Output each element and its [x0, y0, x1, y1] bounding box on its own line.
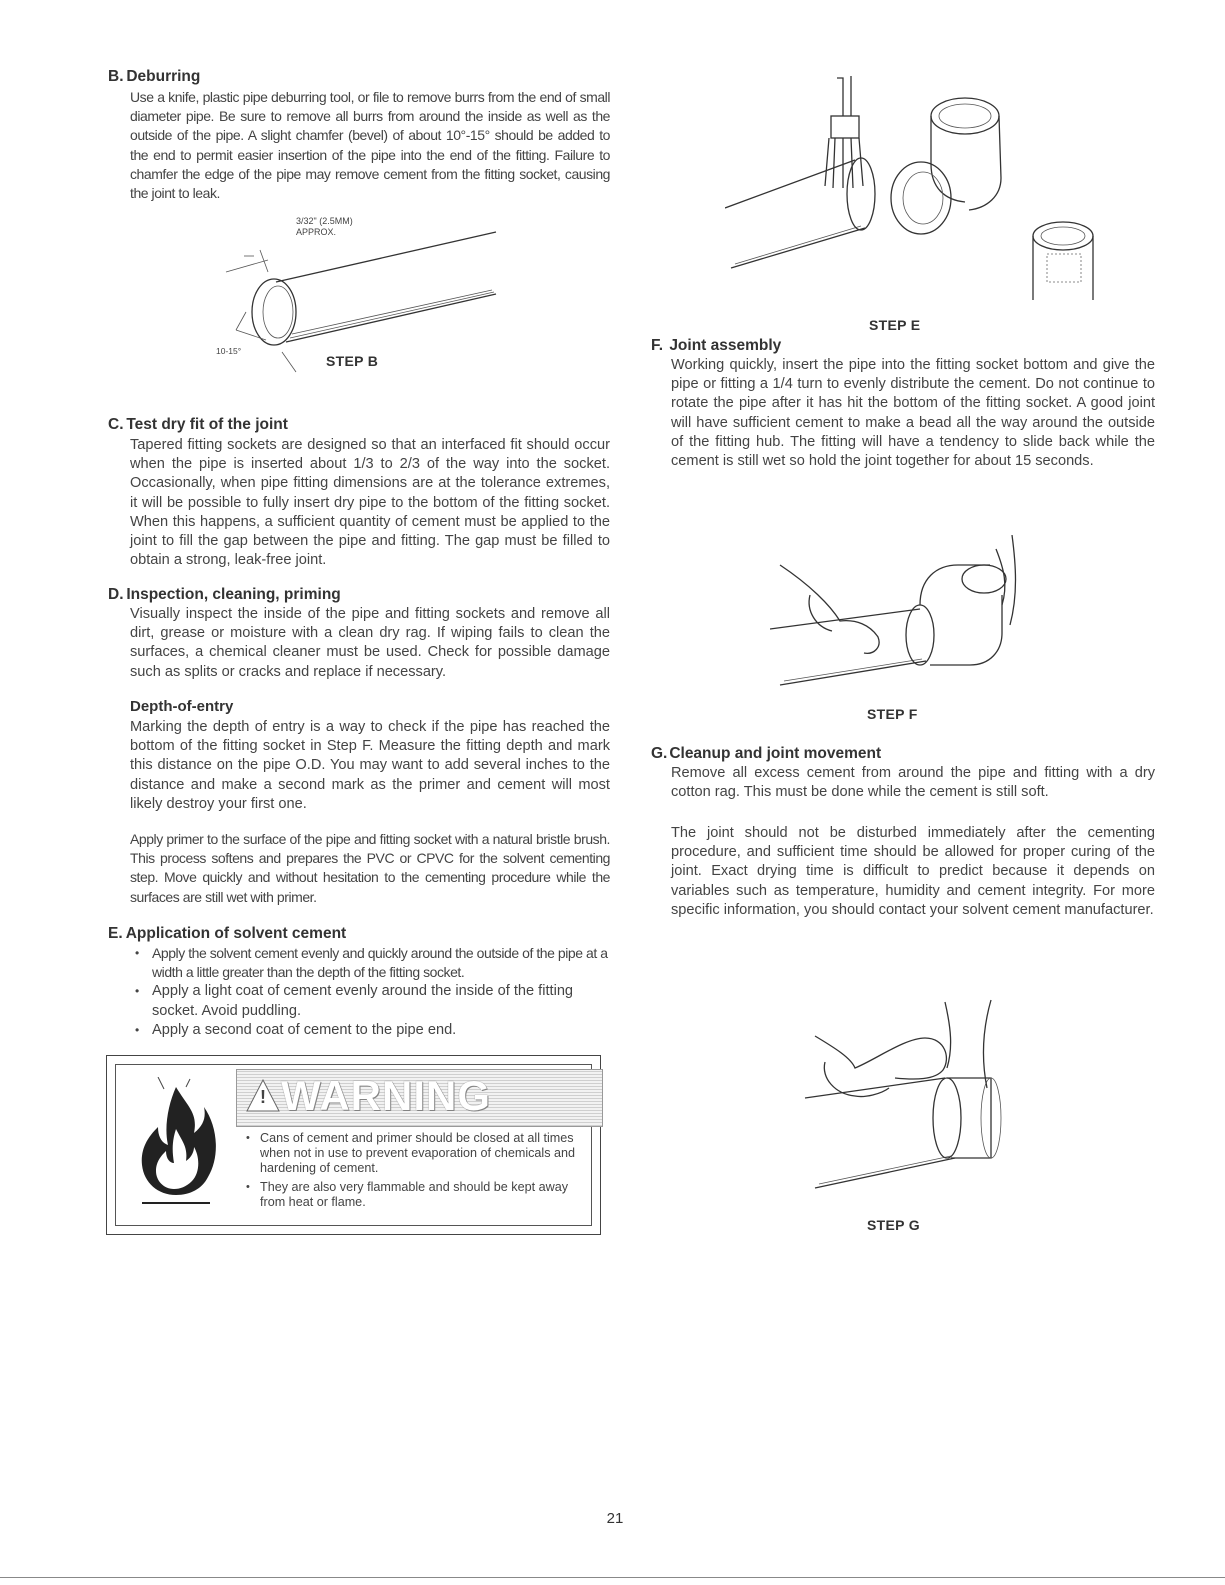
- page-bottom-rule: [0, 1577, 1225, 1578]
- step-b-angle-label: 10-15°: [216, 346, 242, 356]
- step-c-title: Test dry fit of the joint: [126, 416, 288, 433]
- step-f-heading: [651, 337, 781, 355]
- step-b-heading: [108, 68, 200, 86]
- warning-bullet: • Cans of cement and primer should be closed at all times when not in use to prevent evaporation of chemicals and hardening of cement.: [244, 1131, 596, 1176]
- step-f-body: Working quickly, insert the pipe into the fitting socket bottom and give the pipe or fitting a 1/4 turn to evenly distribute the cement. Do not continue to rotate the pipe after it has hit the bottom of the fitting socket. A good joint will have sufficient cement to make a bead all the way around the outside of the fitting hub. The fitting will have a tendency to slide back while the cement is still wet so hold the joint together for about 15 seconds.: [671, 357, 1155, 470]
- step-e-bullet: • Apply a second coat of cement to the pipe end.: [130, 1021, 610, 1040]
- step-d-letter: D.: [108, 586, 124, 603]
- step-e-letter: E.: [108, 925, 123, 942]
- cement-application-illustration: [725, 68, 1145, 308]
- step-g-heading: [651, 745, 881, 763]
- step-e-heading: [108, 925, 346, 943]
- step-g-figure: [795, 998, 1015, 1198]
- warning-list: [244, 1131, 596, 1214]
- step-c-letter: C.: [108, 416, 124, 433]
- step-c-heading: [108, 416, 288, 434]
- warning-bullet: • They are also very flammable and should be kept away from heat or flame.: [244, 1180, 596, 1210]
- step-b-size-label: 3/32" (2.5MM): [296, 216, 353, 226]
- step-b-title: Deburring: [126, 68, 201, 85]
- step-f-caption: STEP F: [867, 706, 918, 722]
- warning-inner-frame: [115, 1064, 592, 1226]
- primer-body: Apply primer to the surface of the pipe and fitting socket with a natural bristle brush. This process softens and prepares the PVC or CPVC for the solvent cementing step. Move quickly and without hesitation to the cementing procedure while the surfaces are still wet with primer.: [130, 831, 610, 905]
- flame-icon: [128, 1077, 224, 1217]
- warning-exclamation: !: [260, 1087, 266, 1107]
- page-number: 21: [606, 1510, 624, 1527]
- step-b-approx-label: APPROX.: [296, 227, 337, 237]
- step-g-letter: G.: [651, 745, 668, 762]
- step-f-letter: F.: [651, 337, 664, 354]
- step-e-bullet: • Apply a light coat of cement evenly around the inside of the fitting socket. Avoid puddling.: [130, 982, 610, 1020]
- step-e-title: Application of solvent cement: [125, 925, 347, 942]
- step-g-caption: STEP G: [867, 1217, 920, 1233]
- depth-of-entry-body: Marking the depth of entry is a way to check if the pipe has reached the bottom of the fitting socket in Step F. Measure the fitting depth and mark this distance on the pipe O.D. You may want to add several inches to the distance and make a second mark as the primer and cement will most likely destroy your first one.: [130, 719, 610, 812]
- step-g-title: Cleanup and joint movement: [669, 745, 882, 762]
- step-f-title: Joint assembly: [669, 337, 782, 354]
- step-c-body: Tapered fitting sockets are designed so that an interfaced fit should occur when the pipe is inserted about 1/3 to 2/3 of the way into the socket. Occasionally, when pipe fitting dimensions are at the tolerance extremes, it will be possible to fully insert dry pipe to the bottom of the fitting socket. When this happens, a sufficient quantity of cement must be applied to the joint to fill the gap between the pipe and fitting. The gap must be filled to obtain a strong, leak-free joint.: [130, 437, 610, 569]
- step-e-bullet: • Apply the solvent cement evenly and quickly around the outside of the pipe at a width a little greater than the depth of the fitting socket.: [130, 944, 610, 982]
- warning-banner: [236, 1069, 603, 1127]
- step-d-body: Visually inspect the inside of the pipe and fitting sockets and remove all dirt, grease or moisture with a clean dry rag. If wiping fails to clean the surfaces, a chemical cleaner must be used. Check for possible damage such as splits or cracks and replace if necessary.: [130, 606, 610, 680]
- warning-title: WARNING: [281, 1072, 491, 1119]
- depth-of-entry-heading: Depth-of-entry: [130, 698, 234, 715]
- curing-body: The joint should not be disturbed immediately after the cementing procedure, and sufficient time should be allowed for proper curing of the joint. Exact drying time is difficult to predict because it depends on variables such as temperature, humidity and cement integrity. For more specific information, you should contact your solvent cement manufacturer.: [671, 825, 1155, 918]
- joint-assembly-illustration: [770, 535, 1025, 695]
- step-d-title: Inspection, cleaning, priming: [126, 586, 341, 603]
- step-f-figure: [770, 535, 1025, 695]
- step-b-body: Use a knife, plastic pipe deburring tool, or file to remove burrs from the end of small diameter pipe. Be sure to remove all burrs from around the inside as well as the outside of the pipe. A slight chamfer (bevel) of about 10°-15° should be added to the end to permit easier insertion of the pipe into the end of the fitting. Failure to chamfer the edge of the pipe may remove cement from the fitting socket, causing the joint to leak.: [130, 89, 610, 202]
- step-b-caption: STEP B: [326, 353, 379, 369]
- step-e-list: [130, 944, 610, 1040]
- step-g-body: Remove all excess cement from around the pipe and fitting with a dry cotton rag. This must be done while the cement is still soft.: [671, 765, 1155, 801]
- step-d-heading: [108, 586, 341, 604]
- step-e-caption: STEP E: [869, 317, 921, 333]
- step-b-letter: B.: [108, 68, 124, 85]
- warning-box: [106, 1055, 601, 1235]
- step-e-figure: [725, 68, 1145, 308]
- cleanup-illustration: [795, 998, 1015, 1198]
